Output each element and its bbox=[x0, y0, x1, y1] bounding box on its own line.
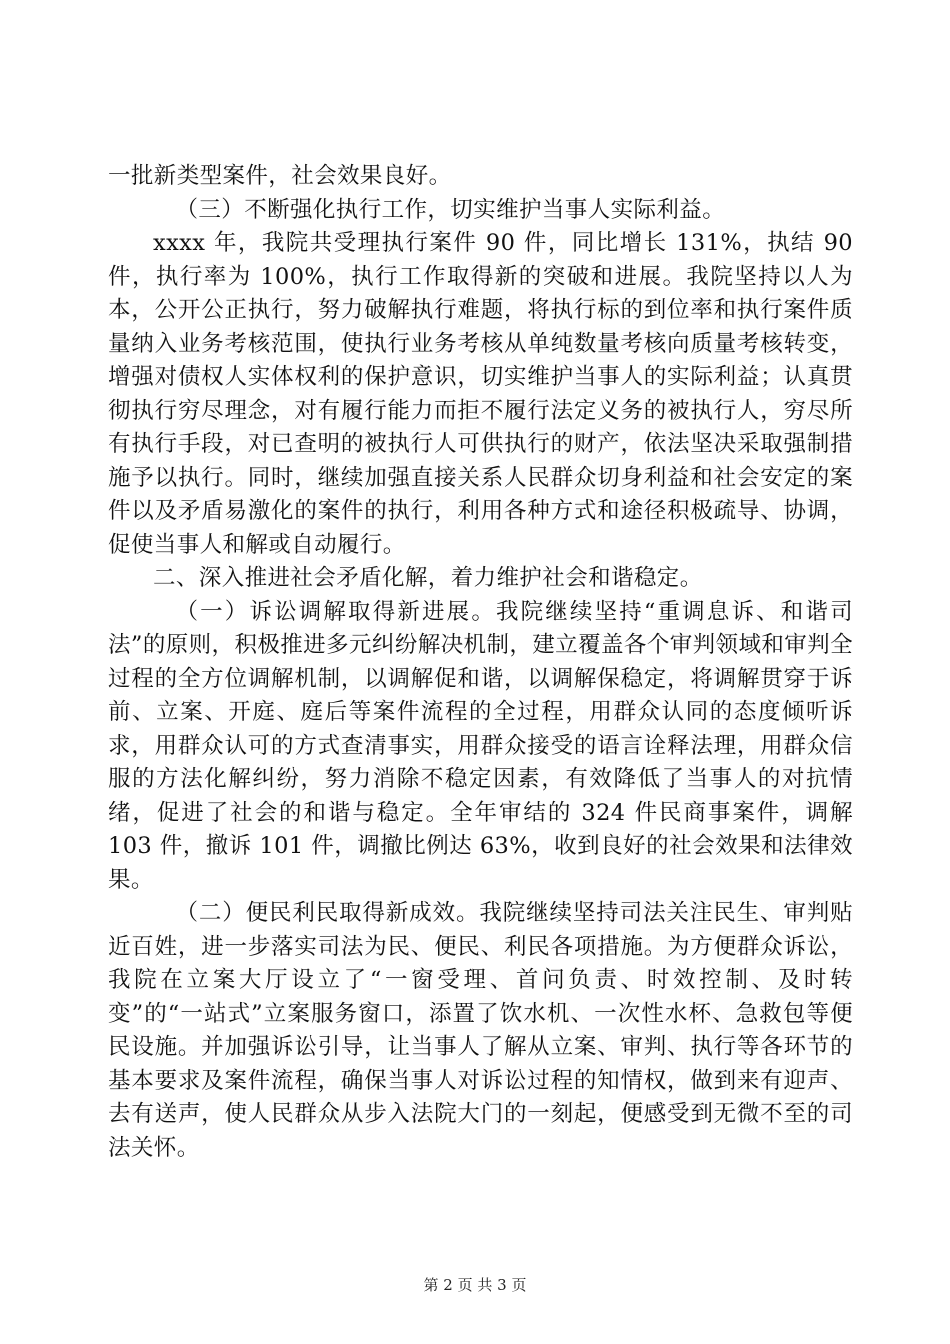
page-number: 第 2 页 共 3 页 bbox=[423, 1276, 527, 1294]
page-footer bbox=[0, 1275, 950, 1295]
paragraph-convenience-services: （二）便民利民取得新成效。我院继续坚持司法关注民生、审判贴近百姓，进一步落实司法为民、便民、利民各项措施。为方便群众诉讼，我院在立案大厅设立了“一窗受理、首问负责、时效控制、及时转变”的“一站式”立案服务窗口，添置了饮水机、一次性水杯、急救包等便民设施。并加强诉讼引导，让当事人了解从立案、审判、执行等各环节的基本要求及案件流程，确保当事人对诉讼过程的知情权，做到来有迎声、去有送声，使人民群众从步入法院大门的一刻起，便感受到无微不至的司法关怀。 bbox=[108, 900, 853, 1161]
paragraph-execution-work: xxxx 年，我院共受理执行案件 90 件，同比增长 131%，执结 90 件，执行率为 100%，执行工作取得新的突破和进展。我院坚持以人为本，公开公正执行，努力破解执行难题，将执行标的到位率和执行案件质量纳入业务考核范围，使执行业务考核从单纯数量考核向质量考核转变，增强对债权人实体权利的保护意识，切实维护当事人的实际利益；认真贯彻执行穷尽理念，对有履行能力而拒不履行法定义务的被执行人，穷尽所有执行手段，对已查明的被执行人可供执行的财产，依法坚决采取强制措施予以执行。同时，继续加强直接关系人民群众切身利益和社会安定的案件以及矛盾易激化的案件的执行，利用各种方式和途径积极疏导、协调，促使当事人和解或自动履行。 bbox=[108, 230, 853, 558]
document-body bbox=[108, 160, 853, 1165]
section-heading-conflict-resolution: 二、深入推进社会矛盾化解，着力维护社会和谐稳定。 bbox=[153, 565, 703, 591]
paragraph-mediation: （一）诉讼调解取得新进展。我院继续坚持“重调息诉、和谐司法”的原则，积极推进多元纠纷解决机制，建立覆盖各个审判领域和审判全过程的全方位调解机制，以调解促和谐，以调解保稳定，将调解贯穿于诉前、立案、开庭、庭后等案件流程的全过程，用群众认同的态度倾听诉求，用群众认可的方式查清事实，用群众接受的语言诠释法理，用群众信服的方法化解纠纷，努力消除不稳定因素，有效降低了当事人的对抗情绪，促进了社会的和谐与稳定。全年审结的 324 件民商事案件，调解 103 件，撤诉 101 件，调撤比例达 63%，收到良好的社会效果和法律效果。 bbox=[108, 598, 853, 893]
section-heading-execution: （三）不断强化执行工作，切实维护当事人实际利益。 bbox=[175, 196, 726, 223]
paragraph-continued: 一批新类型案件，社会效果良好。 bbox=[108, 163, 452, 189]
